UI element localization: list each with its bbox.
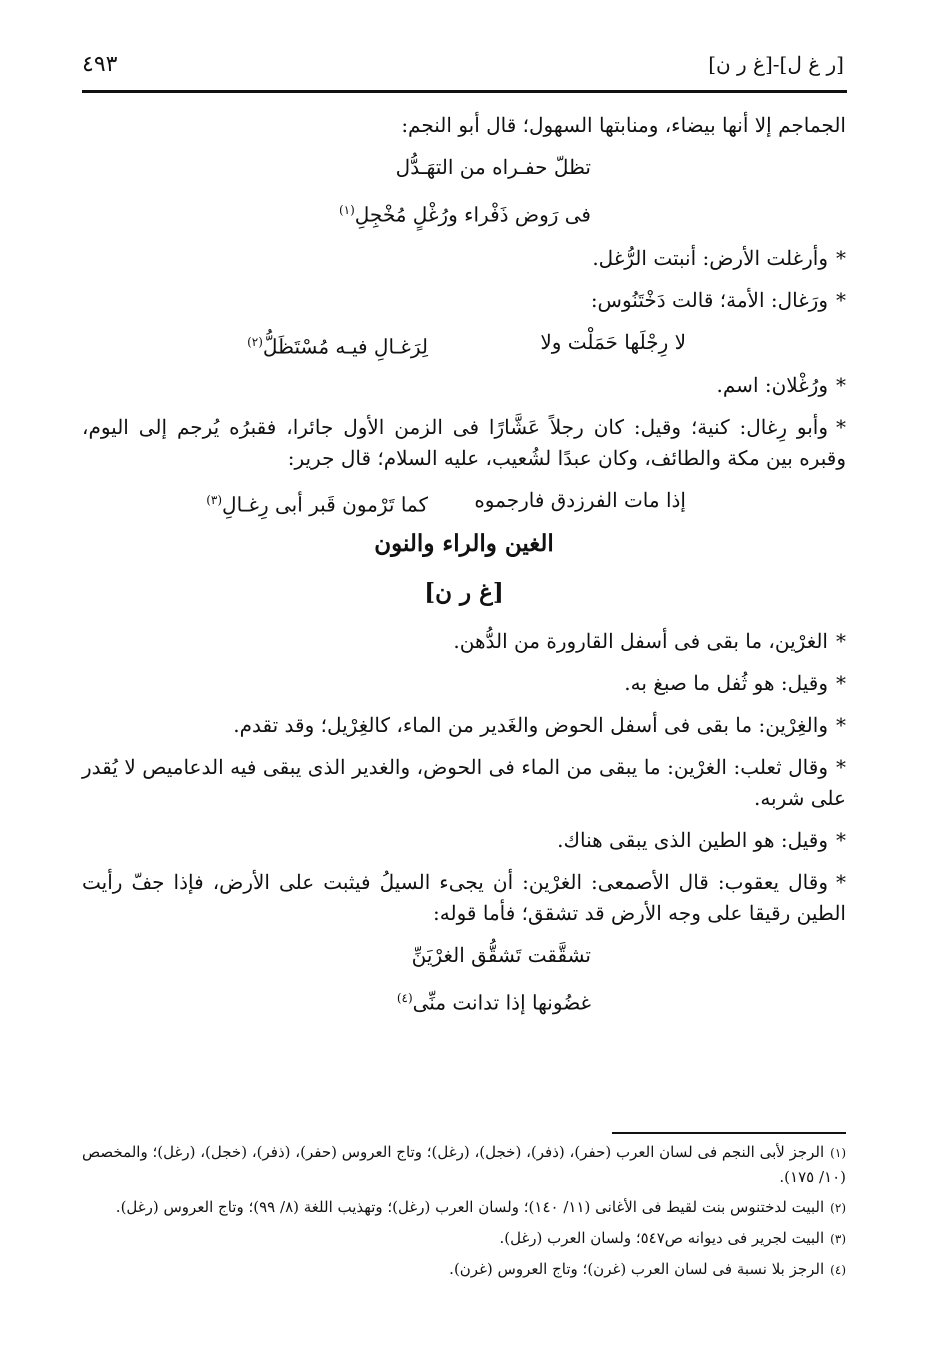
entry: *وأرغلت الأرض: أنبتت الرُّغل.: [82, 243, 846, 274]
entry: *وقال يعقوب: قال الأصمعى: الغرْين: أن يجىء السيلُ فيثبت على الأرض، فإذا جفّ رأيت الطين رقيقا على وجه الأرض قد تشقق؛ فأما قوله:: [82, 867, 846, 929]
verse-hemistich: لِرَغـالِ فيـه مُسْتَظَلُّ$^{(٢)}$: [247, 334, 428, 359]
entry: *وأبو رِغال: كنية؛ وقيل: كان رجلاً عَشَّارًا فى الزمن الأول جائرا، فقبرُه يُرجم إلى اليوم، وقبره بين مكة والطائف، وكان عبدًا لشُعيب، عليه السلام؛ قال جرير:: [82, 412, 846, 474]
footnotes: [82, 1140, 846, 1288]
footnote-ref: (٤): [396, 990, 413, 1005]
footnote: (٣)البيت لجرير فى ديوانه ص٥٤٧؛ ولسان العرب (رغل).: [499, 1229, 846, 1247]
entry: *ورُغْلان: اسم.: [82, 370, 846, 401]
page-number: ٤٩٣: [82, 52, 118, 77]
verse-couplet: [82, 485, 846, 516]
entry: *وقال ثعلب: الغرْين: ما يبقى من الماء فى الحوض، والغدير الذى يبقى فيه الدعاميص لا يُقدر على شربه.: [82, 752, 846, 814]
entry-star: *: [836, 287, 846, 312]
verse-hemistich: كما تَرْمون قَبر أبى رِغـالِ$^{(٣)}$: [206, 492, 428, 517]
verse-line: غضُونها إذا تدانت منِّى$^{(٤)}$: [396, 990, 591, 1015]
verse-line: تظلّ حفـراه من التهَـدُّل: [395, 155, 591, 179]
footnote-ref: (٢): [247, 334, 263, 349]
entry-star: *: [836, 670, 846, 695]
verse-couplet: [82, 327, 846, 358]
entry-star: *: [836, 712, 846, 737]
verse-line: تشقَّقت تَشقُّق الغرْيَنِّ: [411, 942, 591, 967]
entry-star: *: [836, 869, 846, 894]
footnote-rule: [612, 1132, 846, 1134]
entry-star: *: [836, 372, 846, 397]
footnote: (١)الرجز لأبى النجم فى لسان العرب (حفر)، (ذفر)، (خجل)، (رغل)؛ وتاج العروس (حفر)، (ذفر)، (خجل)، (رغل)؛ والمخصص (١٠/ ١٧٥).: [82, 1143, 846, 1186]
page-header: [82, 50, 844, 84]
footnote: (٤)الرجز بلا نسبة فى لسان العرب (غرن)؛ وتاج العروس (غرن).: [449, 1260, 846, 1278]
header-title: [ر غ ل]-[غ ر ن]: [708, 52, 844, 76]
paragraph: الجماجم إلا أنها بيضاء، ومنابتها السهول؛ قال أبو النجم:: [401, 113, 846, 137]
section-title: الغين والراء والنون: [374, 529, 554, 557]
verse-hemistich: لا رِجْلَها حَمَلْت ولا: [540, 329, 686, 354]
entry-star: *: [836, 754, 846, 779]
main-text: [82, 110, 846, 1030]
footnote-ref: (٣): [206, 492, 223, 507]
entry: *وقيل: هو الطين الذى يبقى هناك.: [82, 825, 846, 856]
entry: *الغرْين، ما بقى فى أسفل القارورة من الدُّهن.: [82, 626, 846, 657]
entry: *ورَغال: الأمة؛ قالت دَخْتَنُوس:: [82, 285, 846, 316]
entry: *وقيل: هو ثُفل ما صبغ به.: [82, 668, 846, 699]
header-rule: [82, 90, 847, 93]
entry: *والغِرْين: ما بقى فى أسفل الحوض والغَدير من الماء، كالغِرْيل؛ وقد تقدم.: [82, 710, 846, 741]
footnote-ref: (١): [338, 203, 355, 217]
footnote: (٢)البيت لدختنوس بنت لقيط فى الأغانى (١١/ ١٤٠)؛ ولسان العرب (رغل)؛ وتهذيب اللغة (٨/ ٩٩)؛ وتاج العروس (رغل).: [115, 1198, 846, 1216]
entry-star: *: [836, 628, 846, 653]
entry-star: *: [836, 827, 846, 852]
entry-star: *: [836, 414, 846, 439]
verse-hemistich: إذا مات الفرزدق فارجموه: [474, 487, 686, 512]
root-title: [غ ر ن]: [424, 578, 504, 606]
entry-star: *: [836, 245, 846, 270]
verse-line: فى رَوض ذَفْراء ورُغْلٍ مُخْجِلِ$^{(١)}$: [338, 202, 591, 227]
